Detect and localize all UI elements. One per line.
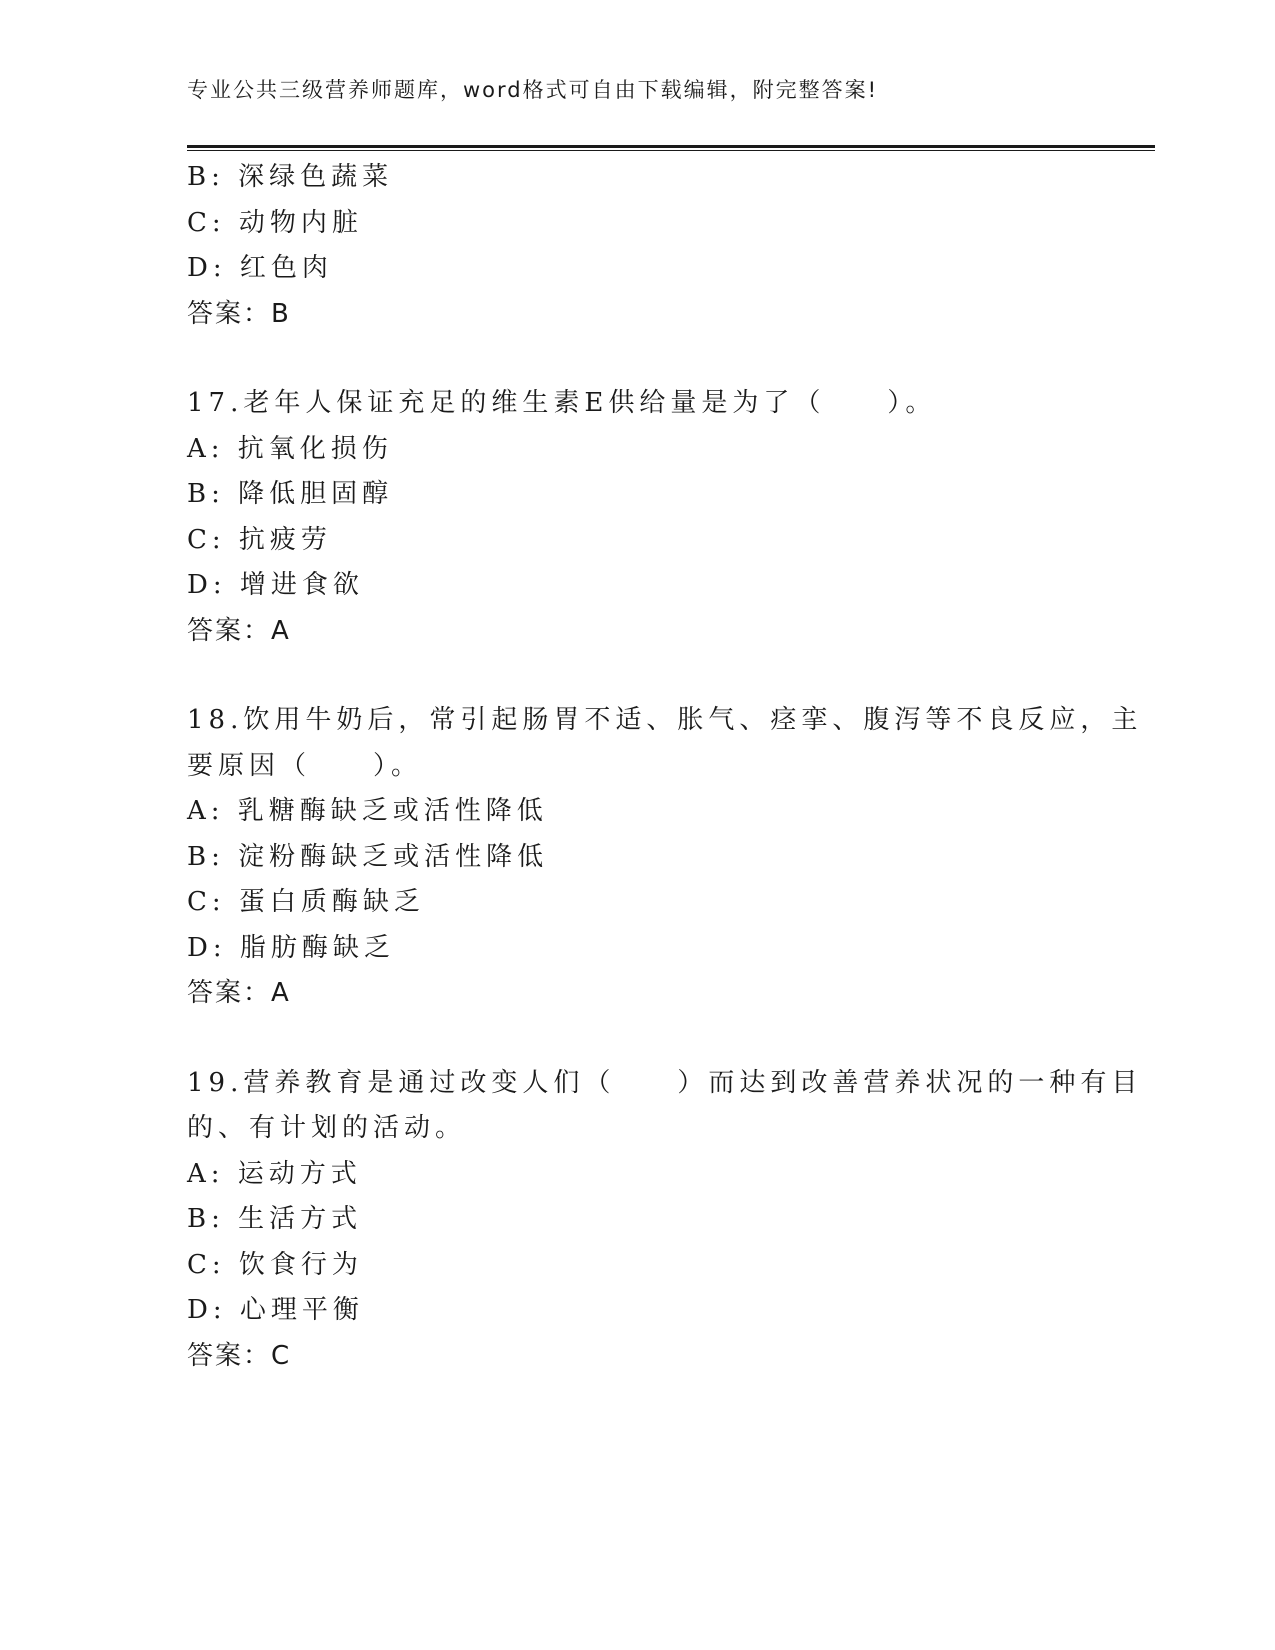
option-d: D: 脂肪酶缺乏 xyxy=(187,932,395,963)
option-d: D: 红色肉 xyxy=(187,253,333,283)
option-b: B: 降低胆固醇 xyxy=(187,479,394,509)
question-stem: 18.饮用牛奶后，常引起肠胃不适、胀气、痉挛、腹泻等不良反应，主 xyxy=(187,705,1143,735)
option-b: B: 淀粉酶缺乏或活性降低 xyxy=(187,841,549,872)
option-c: C: 抗疲劳 xyxy=(187,524,332,555)
question-17 xyxy=(187,381,1087,654)
option-d: D: 心理平衡 xyxy=(187,1295,364,1325)
option-a: A: 运动方式 xyxy=(187,1158,362,1189)
answer-line: 答案：A xyxy=(187,615,291,646)
option-b: B: 生活方式 xyxy=(187,1204,363,1234)
option-b: B: 深绿色蔬菜 xyxy=(187,162,394,192)
option-c: C: 动物内脏 xyxy=(187,207,363,238)
page-header: 专业公共三级营养师题库，word格式可自由下载编辑，附完整答案! xyxy=(187,78,879,102)
option-c: C: 蛋白质酶缺乏 xyxy=(187,887,425,917)
option-a: A: 抗氧化损伤 xyxy=(187,433,393,464)
question-stem: 19.营养教育是通过改变人们（ ）而达到改善营养状况的一种有目 xyxy=(187,1067,1143,1098)
answer-line: 答案：C xyxy=(187,1340,292,1371)
question-stem-continued: 要原因（ ）。 xyxy=(187,750,423,781)
header-divider xyxy=(187,145,1155,152)
question-stem: 17.老年人保证充足的维生素E供给量是为了（ ）。 xyxy=(187,388,937,418)
option-c: C: 饮食行为 xyxy=(187,1249,363,1280)
question-18 xyxy=(187,698,1143,1017)
option-d: D: 增进食欲 xyxy=(187,570,364,600)
option-a: A: 乳糖酶缺乏或活性降低 xyxy=(187,796,548,826)
answer-line: 答案：B xyxy=(187,298,291,329)
answer-line: 答案：A xyxy=(187,978,291,1008)
question-list xyxy=(187,155,1143,1379)
question-19 xyxy=(187,1061,1143,1380)
question-stem-continued: 的、有计划的活动。 xyxy=(187,1113,467,1143)
prev-question-block xyxy=(187,155,1087,337)
